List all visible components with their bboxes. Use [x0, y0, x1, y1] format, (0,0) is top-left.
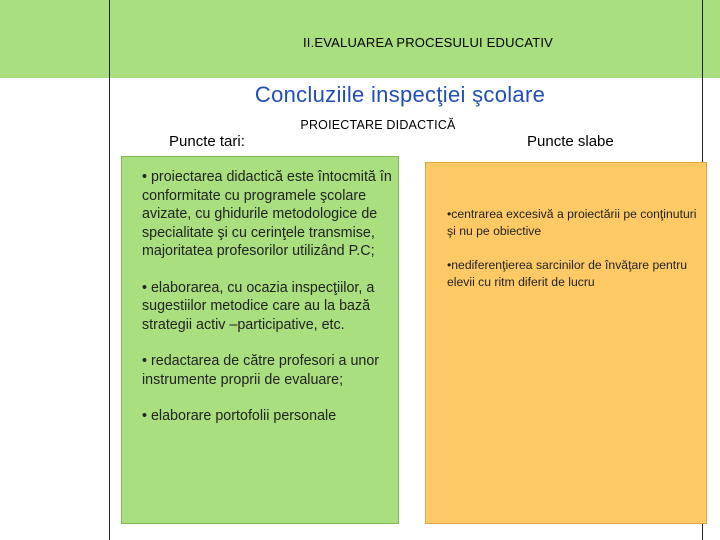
weaknesses-panel	[425, 162, 707, 524]
strength-item: • proiectarea didactică este întocmită în conformitate cu programele şcolare avizate, cu ghidurile metodologice de specialitate şi cu cerinţele transmise, majoritatea profesorilor utilizând P.C;	[142, 169, 392, 259]
strengths-heading: Puncte tari:	[169, 133, 245, 150]
subtitle: PROIECTARE DIDACTICĂ	[300, 118, 456, 132]
section-title: II.EVALUAREA PROCESULUI EDUCATIV	[302, 35, 554, 50]
page-title: Concluziile inspecţiei şcolare	[254, 82, 546, 107]
weaknesses-list	[447, 206, 697, 308]
strengths-panel	[121, 156, 399, 524]
weakness-item: •nediferenţierea sarcinilor de învăţare pentru elevii cu ritm diferit de lucru	[447, 258, 688, 289]
vertical-divider-left	[109, 0, 110, 540]
weaknesses-heading: Puncte slabe	[527, 133, 614, 150]
weakness-item: •centrarea excesivă a proiectării pe conţinuturi şi nu pe obiective	[447, 207, 697, 238]
strength-item: • elaborare portofolii personale	[142, 408, 337, 424]
strength-item: • redactarea de către profesori a unor instrumente proprii de evaluare;	[142, 353, 380, 388]
strengths-list	[142, 168, 394, 444]
strength-item: • elaborarea, cu ocazia inspecţiilor, a sugestiilor metodice care au la bază strategii activ –participative, etc.	[142, 279, 375, 333]
